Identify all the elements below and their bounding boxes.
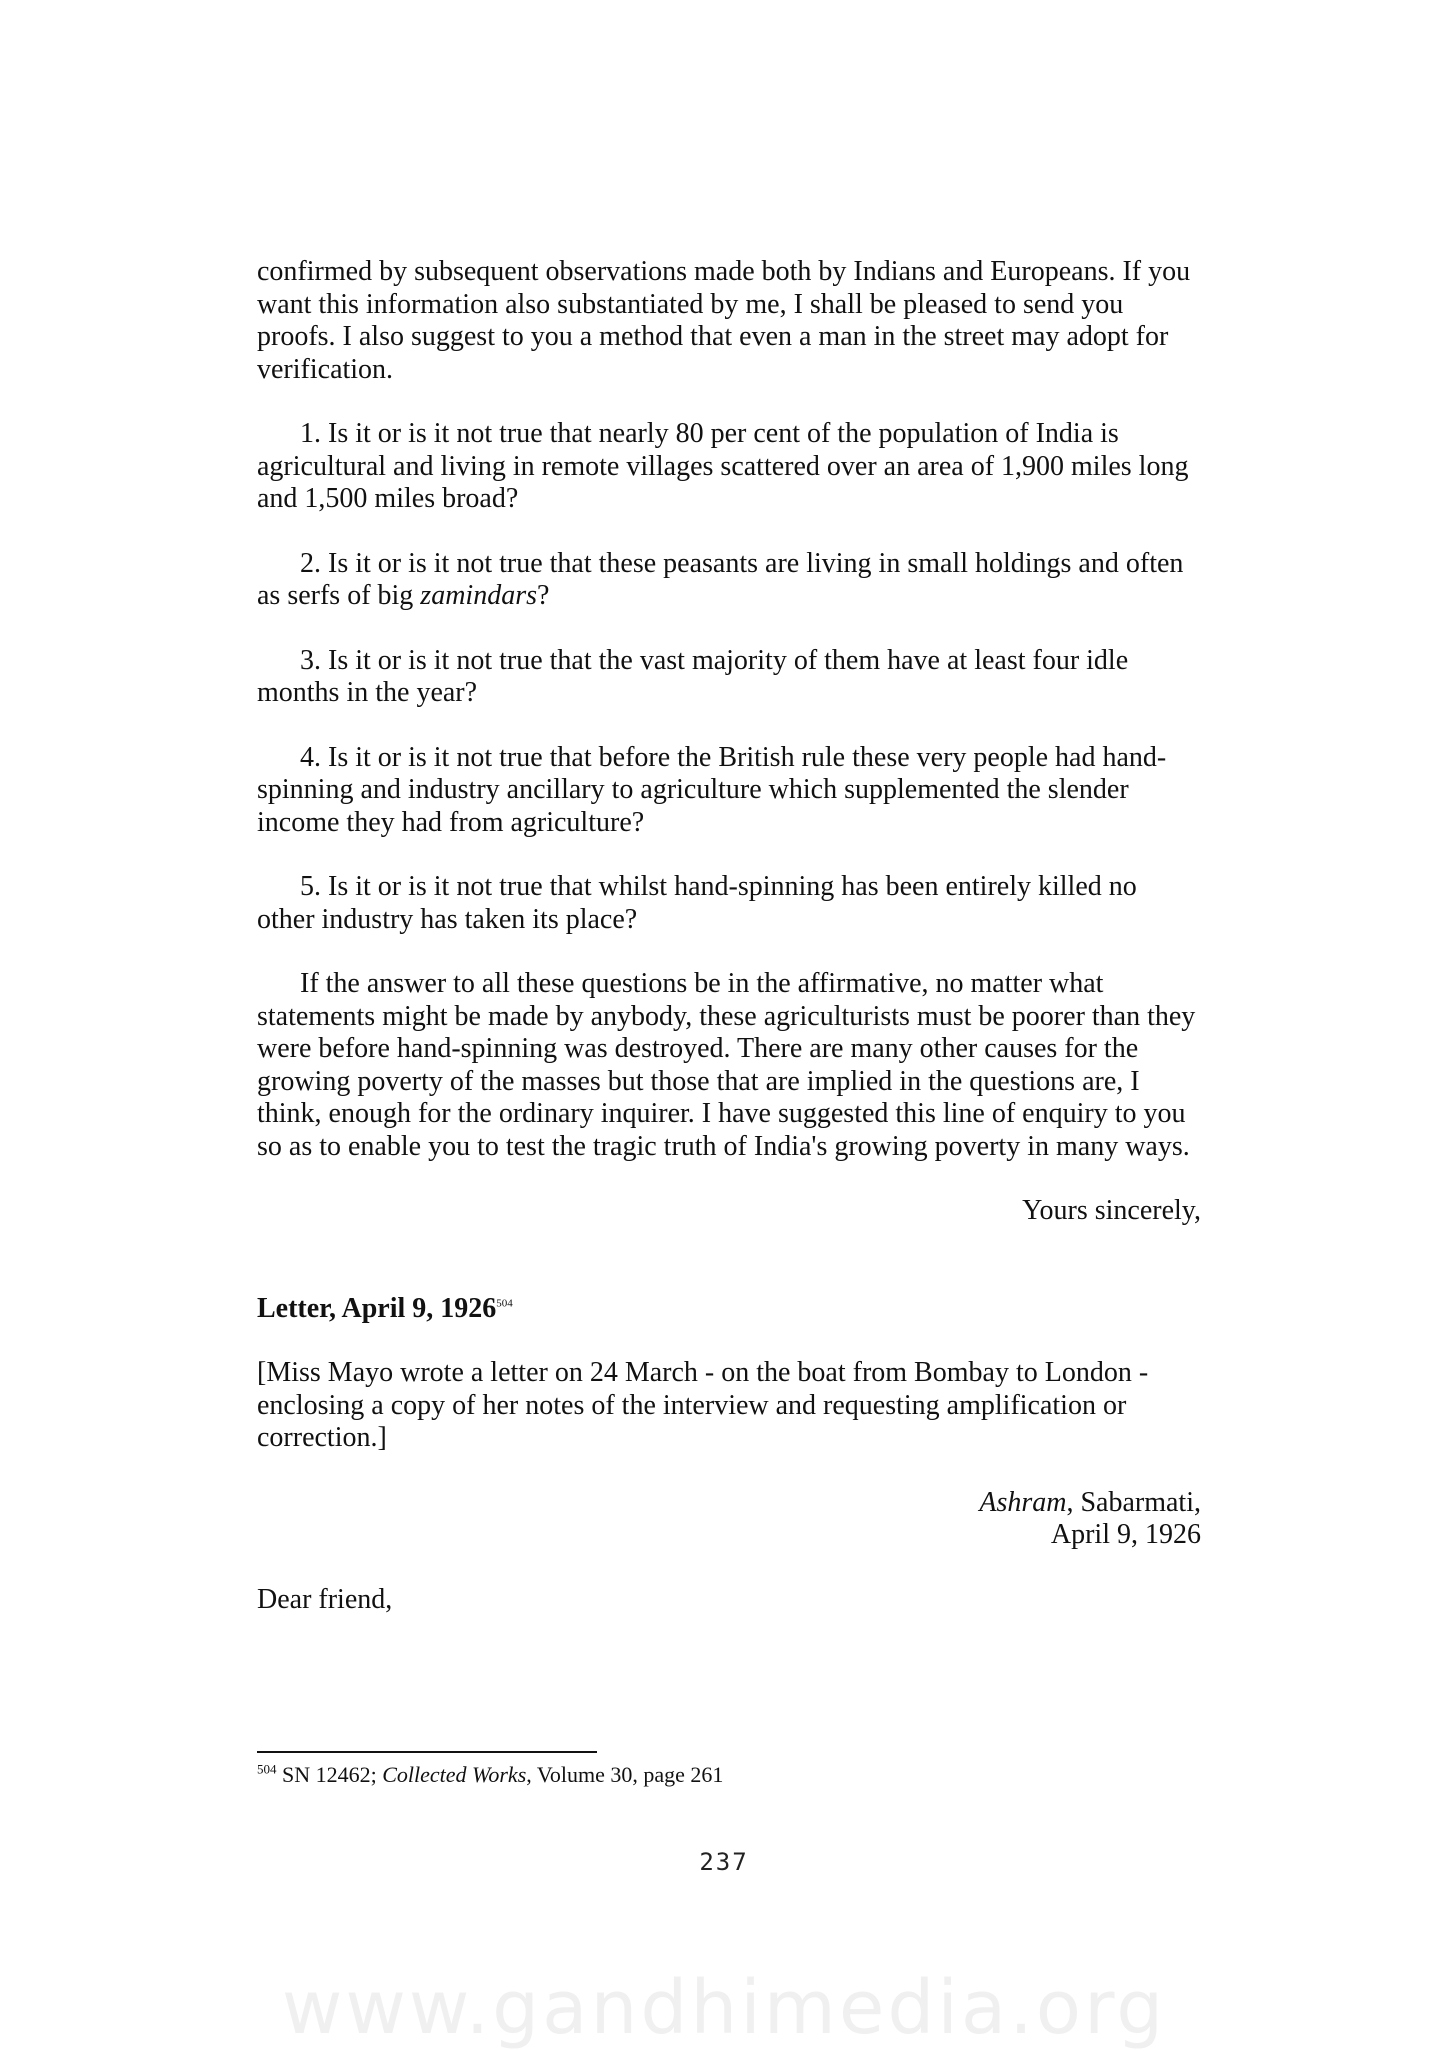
letter-address xyxy=(257,1487,1201,1552)
footnote-divider xyxy=(257,1751,597,1753)
footnote-title: Collected Works xyxy=(382,1762,527,1787)
footnote-text-before: SN 12462; xyxy=(276,1762,383,1787)
question-3: 3. Is it or is it not true that the vast majority of them have at least four idle months in the year? xyxy=(257,644,1129,708)
letter-heading xyxy=(257,1293,1201,1326)
page-number: 237 xyxy=(699,1848,749,1876)
salutation: Dear friend, xyxy=(257,1583,393,1615)
footnote-text-after: , Volume 30, page 261 xyxy=(526,1762,724,1787)
question-1: 1. Is it or is it not true that nearly 80 per cent of the population of India is agricultural and living in remote villages scattered over an area of 1,900 miles long and 1,500 miles broad? xyxy=(257,418,1189,514)
question-2-emphasis: zamindars xyxy=(420,580,537,611)
closing-signoff: Yours sincerely, xyxy=(1022,1195,1201,1226)
document-page xyxy=(257,256,1201,1616)
footnote-reference[interactable]: 504 xyxy=(496,1297,513,1310)
question-2 xyxy=(257,548,1201,613)
watermark: www.gandhimedia.org xyxy=(281,1965,1167,2051)
question-2-end: ? xyxy=(537,580,550,611)
opening-paragraph: confirmed by subsequent observations made both by Indians and Europeans. If you want this information also substantiated by me, I shall be pleased to send you proofs. I also suggest to you a method that even a man in the street may adopt for verification. xyxy=(257,256,1191,385)
question-4: 4. Is it or is it not true that before the British rule these very people had hand-spinning and industry ancillary to agriculture which supplemented the slender income they had from agriculture? xyxy=(257,741,1167,838)
letter-heading-text: Letter, April 9, 1926 xyxy=(257,1292,497,1324)
editorial-note: [Miss Mayo wrote a letter on 24 March - on the boat from Bombay to London - enclosing a copy of her notes of the interview and requesting amplification or correction.] xyxy=(257,1357,1149,1453)
address-place-rest: , Sabarmati, xyxy=(1066,1486,1201,1518)
question-2-text: 2. Is it or is it not true that these peasants are living in small holdings and often as serfs of big xyxy=(257,547,1184,611)
footnote-number: 504 xyxy=(257,1761,277,1777)
question-5: 5. Is it or is it not true that whilst hand-spinning has been entirely killed no other industry has taken its place? xyxy=(257,871,1137,935)
address-place-italic: Ashram xyxy=(979,1486,1067,1518)
conclusion-paragraph: If the answer to all these questions be in the affirmative, no matter what statements might be made by anybody, these agriculturists must be poorer than they were before hand-spinning was destroyed. There are many other causes for the growing poverty of the masses but those that are implied in the questions are, I think, enough for the ordinary inquirer. I have suggested this line of enquiry to you so as to enable you to test the tragic truth of India's growing poverty in many ways. xyxy=(257,968,1196,1162)
footnote xyxy=(257,1762,723,1788)
address-date: April 9, 1926 xyxy=(1050,1519,1201,1550)
